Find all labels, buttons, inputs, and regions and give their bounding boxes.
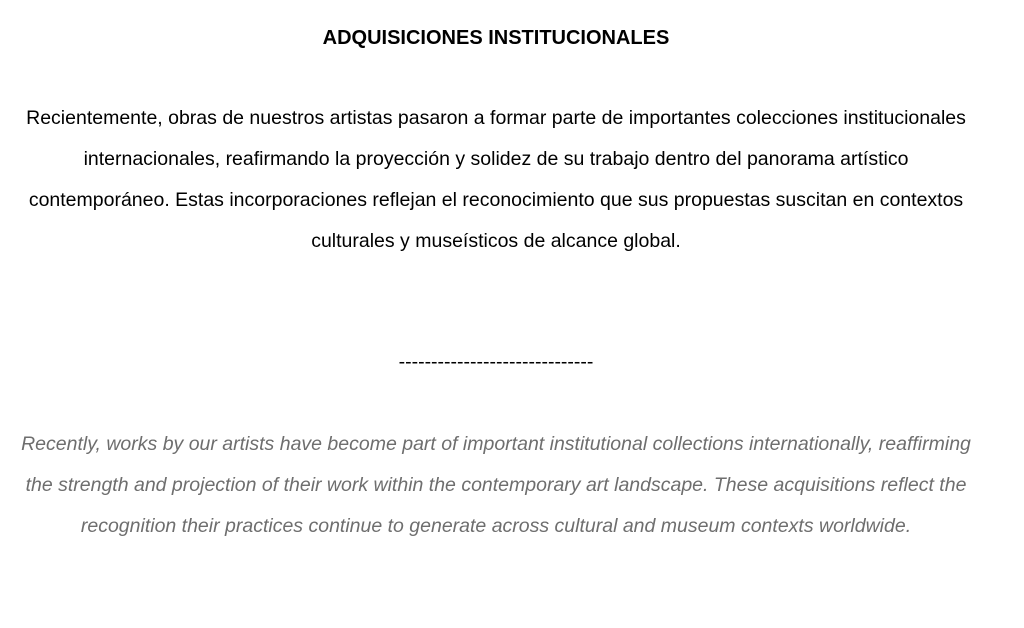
text-divider: ------------------------------ xyxy=(398,351,594,373)
spanish-paragraph: Recientemente, obras de nuestros artistas pasaron a formar parte de importantes colecciones institucionales internacionales, reafirmando la proyección y solidez de su trabajo dentro del panorama artístico contemporáneo. Estas incorporaciones reflejan el reconocimiento que sus propuestas suscitan en contextos culturales y museísticos de alcance global. xyxy=(26,107,966,252)
page-title: ADQUISICIONES INSTITUCIONALES xyxy=(322,27,670,49)
english-paragraph: Recently, works by our artists have become part of important institutional collections internationally, reaffirming the strength and projection of their work within the contemporary art landscape. These acquisitions reflect the recognition their practices continue to generate across cultural and museum contexts worldwide. xyxy=(21,433,971,537)
